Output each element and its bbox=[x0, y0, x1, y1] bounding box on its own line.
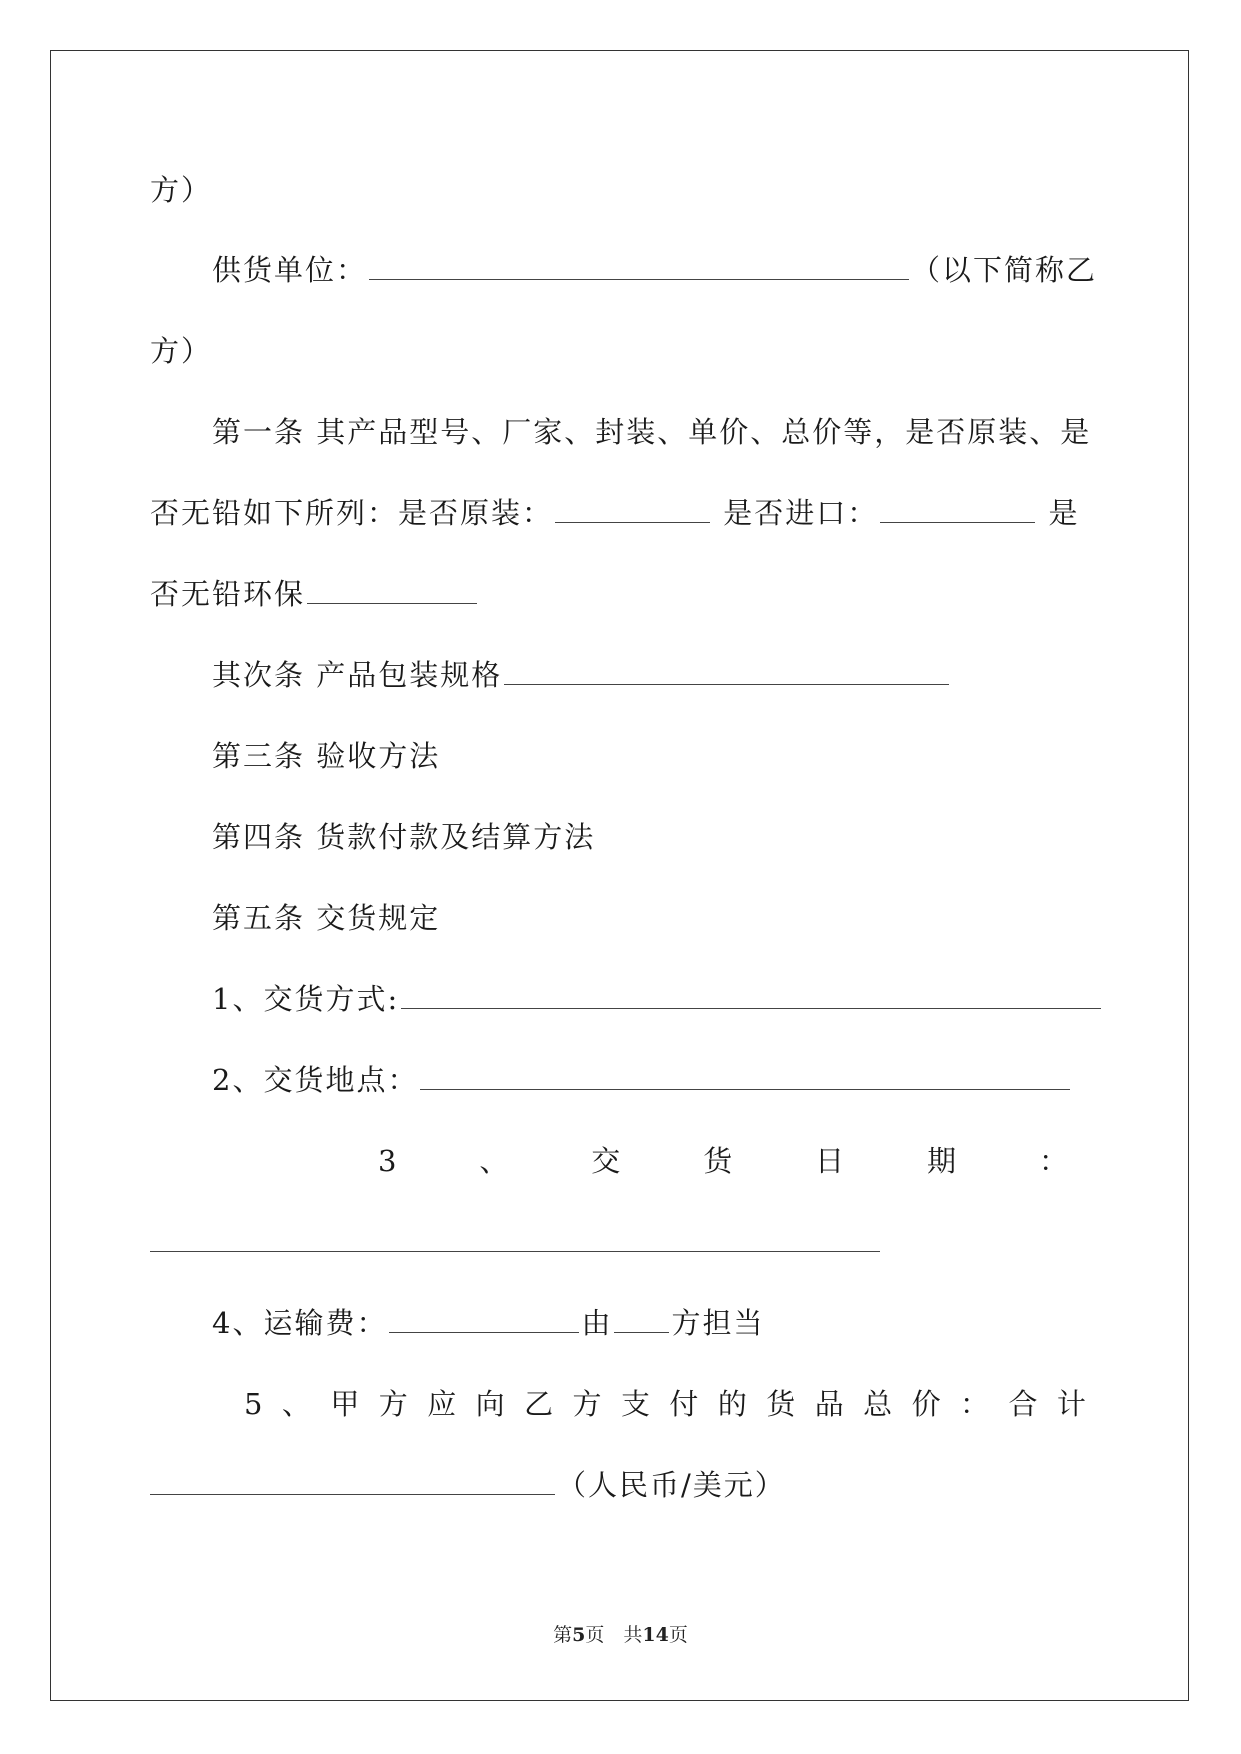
freight-by-label: 由 bbox=[581, 1306, 613, 1340]
article-1-cont-line bbox=[150, 495, 1079, 531]
page-border bbox=[50, 50, 1189, 1701]
lead-free-label: 否无铅环保 bbox=[150, 577, 306, 611]
delivery-method-blank bbox=[401, 982, 1101, 1009]
article-3-line: 第三条 验收方法 bbox=[212, 739, 441, 773]
char: 付 bbox=[669, 1387, 699, 1421]
delivery-method-label: 1、交货方式: bbox=[212, 982, 400, 1016]
article-5-line: 第五条 交货规定 bbox=[212, 901, 441, 935]
char: 日 bbox=[815, 1144, 845, 1178]
lead-free-blank bbox=[307, 577, 477, 604]
article-1-line: 第一条 其产品型号、厂家、封装、单价、总价等，是否原装、是 bbox=[212, 415, 1092, 449]
delivery-place-label: 2、交货地点： bbox=[212, 1063, 419, 1097]
char: 、 bbox=[479, 1144, 509, 1178]
lead-free-label-start: 是 bbox=[1048, 496, 1080, 530]
total-price-line bbox=[244, 1386, 1086, 1422]
char: 向 bbox=[475, 1387, 505, 1421]
char: 3 bbox=[378, 1144, 397, 1178]
total-pages: 14 bbox=[642, 1624, 669, 1646]
char: 方 bbox=[378, 1387, 408, 1421]
original-blank bbox=[555, 496, 710, 523]
article-4-line: 第四条 货款付款及结算方法 bbox=[212, 820, 596, 854]
char: 5 bbox=[244, 1387, 263, 1421]
page-number: 5 bbox=[572, 1624, 586, 1646]
supplier-suffix: （以下简称乙 bbox=[911, 253, 1098, 287]
char: 、 bbox=[281, 1387, 311, 1421]
footer-middle: 页 共 bbox=[585, 1624, 643, 1646]
delivery-method-line bbox=[212, 981, 1103, 1017]
char: 应 bbox=[427, 1387, 457, 1421]
packaging-label: 其次条 产品包装规格 bbox=[212, 658, 503, 692]
currency-label: （人民币/美元） bbox=[557, 1468, 786, 1502]
delivery-place-line bbox=[212, 1062, 1072, 1098]
freight-bear-label: 方担当 bbox=[671, 1306, 765, 1340]
import-blank bbox=[880, 496, 1035, 523]
freight-blank bbox=[389, 1306, 579, 1333]
total-price-blank bbox=[150, 1468, 555, 1495]
supplier-line bbox=[212, 252, 1097, 288]
text-line-3: 方） bbox=[150, 334, 213, 368]
char: 期 bbox=[927, 1144, 957, 1178]
char: 乙 bbox=[524, 1387, 554, 1421]
char: 合 bbox=[1008, 1387, 1038, 1421]
article-2-line bbox=[212, 657, 951, 693]
char: 的 bbox=[717, 1387, 747, 1421]
import-label: 是否进口： bbox=[723, 496, 879, 530]
freight-line bbox=[212, 1305, 764, 1341]
lead-free-line bbox=[150, 576, 479, 612]
supplier-label: 供货单位： bbox=[212, 253, 368, 287]
char: 支 bbox=[620, 1387, 650, 1421]
freight-label: 4、运输费： bbox=[212, 1306, 388, 1340]
delivery-place-blank bbox=[420, 1063, 1070, 1090]
delivery-date-blank bbox=[150, 1225, 880, 1252]
freight-party-blank bbox=[614, 1306, 669, 1333]
original-label: 否无铅如下所列：是否原装： bbox=[150, 496, 554, 530]
footer-prefix: 第 bbox=[553, 1624, 573, 1646]
total-price-blank-line bbox=[150, 1467, 786, 1503]
char: ： bbox=[960, 1387, 990, 1421]
delivery-date-blank-line bbox=[150, 1224, 882, 1260]
page-footer bbox=[0, 1623, 1241, 1647]
char: 计 bbox=[1056, 1387, 1086, 1421]
packaging-blank bbox=[504, 658, 949, 685]
char: 价 bbox=[911, 1387, 941, 1421]
char: 方 bbox=[572, 1387, 602, 1421]
char: 甲 bbox=[330, 1387, 360, 1421]
char: ： bbox=[1038, 1144, 1068, 1178]
char: 货 bbox=[766, 1387, 796, 1421]
delivery-date-line bbox=[378, 1143, 1068, 1179]
char: 交 bbox=[591, 1144, 621, 1178]
supplier-blank bbox=[369, 253, 909, 280]
footer-suffix: 页 bbox=[668, 1624, 688, 1646]
char: 品 bbox=[814, 1387, 844, 1421]
text-line-1: 方） bbox=[150, 173, 213, 207]
char: 货 bbox=[703, 1144, 733, 1178]
char: 总 bbox=[863, 1387, 893, 1421]
